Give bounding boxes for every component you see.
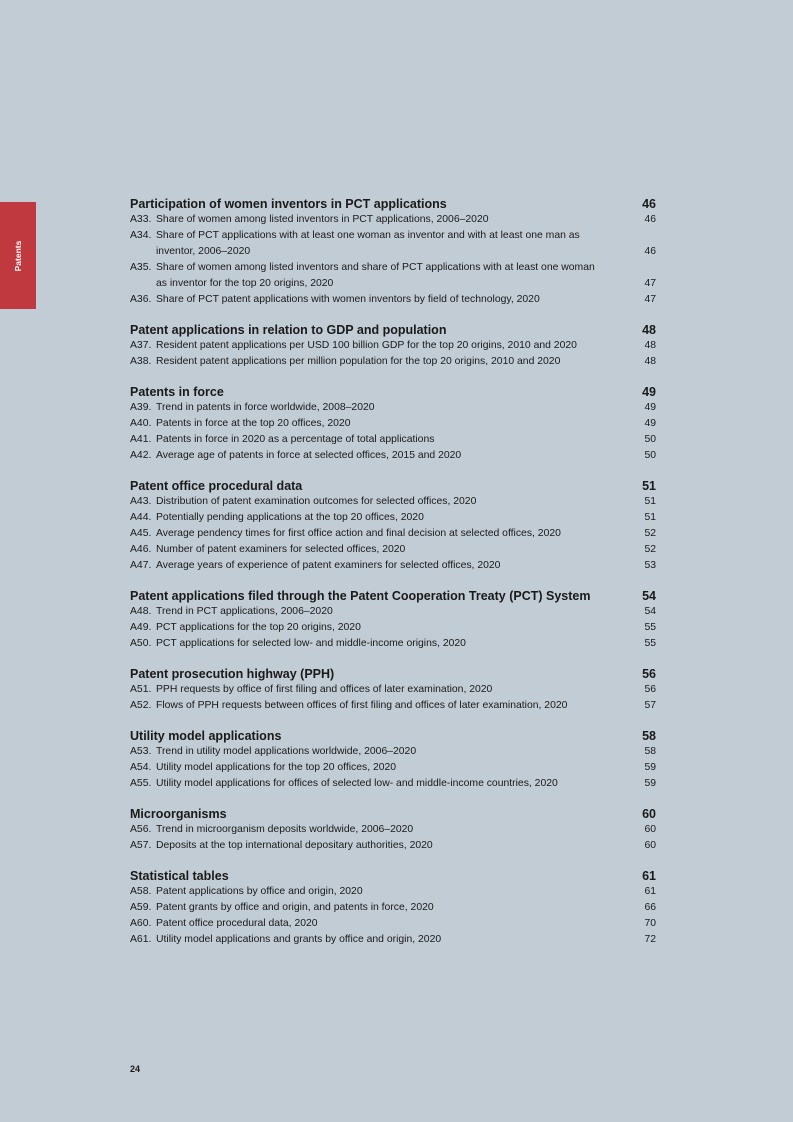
toc-section (130, 384, 656, 464)
entry-page: 49 (644, 402, 656, 413)
entry-page: 70 (644, 918, 656, 929)
entry-code: A33. (130, 214, 152, 225)
entry-label (130, 776, 644, 792)
entry-title: Flows of PPH requests between offices of first filing and offices of later examination, 2020 (156, 700, 568, 711)
entry-label (130, 526, 644, 542)
entry-code: A56. (130, 824, 152, 835)
entry-code: A50. (130, 638, 152, 649)
section-title: Patent applications in relation to GDP and population (130, 323, 447, 337)
entry-label (130, 432, 644, 448)
entry-label (130, 494, 644, 510)
section-page: 60 (642, 807, 656, 821)
entry-code: A54. (130, 762, 152, 773)
entry-title: Share of women among listed inventors and share of PCT applications with at least one woman as inventor for the top 20 origins, 2020 (156, 262, 595, 289)
entry-code: A57. (130, 840, 152, 851)
entry-label (130, 636, 644, 652)
entry-title: Utility model applications for offices of selected low- and middle-income countries, 2020 (156, 778, 558, 789)
toc-entry[interactable] (130, 760, 656, 776)
entry-page: 61 (644, 886, 656, 897)
entry-code: A52. (130, 700, 152, 711)
entry-page: 48 (644, 356, 656, 367)
entry-label (130, 760, 644, 776)
toc-entry[interactable] (130, 776, 656, 792)
entry-title: Patents in force in 2020 as a percentage of total applications (156, 434, 435, 445)
entry-label (130, 900, 644, 916)
entry-title: PCT applications for selected low- and middle-income origins, 2020 (156, 638, 466, 649)
entry-title: Deposits at the top international depositary authorities, 2020 (156, 840, 433, 851)
entry-code: A35. (130, 262, 152, 273)
entry-page: 52 (644, 544, 656, 555)
section-page: 48 (642, 323, 656, 337)
section-page: 54 (642, 589, 656, 603)
toc-entry[interactable] (130, 260, 656, 292)
entry-label (130, 212, 644, 228)
toc-section (130, 728, 656, 792)
entry-title: Average age of patents in force at selected offices, 2015 and 2020 (156, 450, 462, 461)
toc-section (130, 806, 656, 854)
entry-page: 50 (644, 434, 656, 445)
entry-title: Trend in utility model applications worldwide, 2006–2020 (156, 746, 417, 757)
entry-code: A43. (130, 496, 152, 507)
entry-label (130, 838, 644, 854)
toc-section (130, 196, 656, 308)
toc-entry[interactable] (130, 620, 656, 636)
toc-entry[interactable] (130, 884, 656, 900)
entry-code: A58. (130, 886, 152, 897)
entry-code: A34. (130, 230, 152, 241)
entry-title: PCT applications for the top 20 origins, 2020 (156, 622, 361, 633)
entry-title: Number of patent examiners for selected offices, 2020 (156, 544, 406, 555)
entry-page: 51 (644, 496, 656, 507)
toc-entry[interactable] (130, 354, 656, 370)
entry-code: A59. (130, 902, 152, 913)
entry-title: Trend in PCT applications, 2006–2020 (156, 606, 333, 617)
entry-page: 59 (644, 762, 656, 773)
section-title: Participation of women inventors in PCT applications (130, 197, 447, 211)
toc-entry[interactable] (130, 604, 656, 620)
toc-entry[interactable] (130, 212, 656, 228)
entry-title: Average pendency times for first office action and final decision at selected offices, 2020 (156, 528, 561, 539)
toc-section (130, 868, 656, 948)
toc-section (130, 322, 656, 370)
entry-label (130, 932, 644, 948)
section-heading[interactable] (130, 322, 656, 338)
entry-code: A36. (130, 294, 152, 305)
entry-title: Distribution of patent examination outcomes for selected offices, 2020 (156, 496, 477, 507)
section-tab (0, 202, 36, 309)
entry-title: Patent grants by office and origin, and patents in force, 2020 (156, 902, 434, 913)
toc-entry[interactable] (130, 822, 656, 838)
entry-label (130, 822, 644, 838)
entry-code: A40. (130, 418, 152, 429)
toc-entry[interactable] (130, 416, 656, 432)
entry-label (130, 604, 644, 620)
entry-code: A60. (130, 918, 152, 929)
entry-title: Patent office procedural data, 2020 (156, 918, 318, 929)
toc-entry[interactable] (130, 448, 656, 464)
section-page: 61 (642, 869, 656, 883)
entry-label (130, 260, 644, 292)
entry-label (130, 884, 644, 900)
section-title: Patent prosecution highway (PPH) (130, 667, 335, 681)
section-heading[interactable] (130, 806, 656, 822)
entry-page: 49 (644, 418, 656, 429)
section-page: 49 (642, 385, 656, 399)
toc-section (130, 588, 656, 652)
toc-entry[interactable] (130, 900, 656, 916)
section-heading[interactable] (130, 384, 656, 400)
toc-entry[interactable] (130, 698, 656, 714)
entry-title: Utility model applications and grants by office and origin, 2020 (156, 934, 442, 945)
entry-code: A42. (130, 450, 152, 461)
entry-label (130, 698, 644, 714)
entry-page: 47 (644, 294, 656, 305)
entry-label (130, 510, 644, 526)
entry-title: Patents in force at the top 20 offices, 2020 (156, 418, 351, 429)
entry-label (130, 228, 644, 260)
entry-page: 60 (644, 824, 656, 835)
entry-title: Average years of experience of patent examiners for selected offices, 2020 (156, 560, 501, 571)
table-of-contents (130, 196, 656, 962)
entry-code: A47. (130, 560, 152, 571)
section-tab-label: Patents (13, 240, 23, 271)
entry-page: 58 (644, 746, 656, 757)
entry-page: 56 (644, 684, 656, 695)
entry-label (130, 542, 644, 558)
entry-code: A61. (130, 934, 152, 945)
section-page: 46 (642, 197, 656, 211)
entry-page: 54 (644, 606, 656, 617)
section-heading[interactable] (130, 588, 656, 604)
entry-page: 46 (644, 214, 656, 225)
toc-entry[interactable] (130, 932, 656, 948)
entry-code: A53. (130, 746, 152, 757)
section-page: 56 (642, 667, 656, 681)
section-page: 51 (642, 479, 656, 493)
entry-page: 46 (644, 246, 656, 257)
section-title: Patent applications filed through the Patent Cooperation Treaty (PCT) System (130, 589, 591, 603)
entry-code: A51. (130, 684, 152, 695)
toc-entry[interactable] (130, 744, 656, 760)
section-heading[interactable] (130, 728, 656, 744)
entry-label (130, 682, 644, 698)
section-title: Statistical tables (130, 869, 229, 883)
entry-code: A38. (130, 356, 152, 367)
toc-section (130, 478, 656, 574)
section-heading[interactable] (130, 868, 656, 884)
toc-entry[interactable] (130, 558, 656, 574)
toc-entry[interactable] (130, 542, 656, 558)
entry-label (130, 354, 644, 370)
entry-title: Resident patent applications per million population for the top 20 origins, 2010 and 2020 (156, 356, 561, 367)
entry-title: Resident patent applications per USD 100 billion GDP for the top 20 origins, 2010 and 2020 (156, 340, 577, 351)
toc-entry[interactable] (130, 682, 656, 698)
section-title: Patents in force (130, 385, 224, 399)
section-heading[interactable] (130, 196, 656, 212)
entry-label (130, 448, 644, 464)
entry-code: A49. (130, 622, 152, 633)
entry-page: 53 (644, 560, 656, 571)
entry-code: A55. (130, 778, 152, 789)
entry-title: PPH requests by office of first filing and offices of later examination, 2020 (156, 684, 493, 695)
section-title: Utility model applications (130, 729, 282, 743)
toc-entry[interactable] (130, 338, 656, 354)
section-heading[interactable] (130, 478, 656, 494)
toc-entry[interactable] (130, 838, 656, 854)
entry-page: 55 (644, 622, 656, 633)
entry-code: A44. (130, 512, 152, 523)
entry-title: Share of PCT applications with at least one woman as inventor and with at least one man as inventor, 2006–2020 (156, 230, 580, 257)
entry-title: Potentially pending applications at the top 20 offices, 2020 (156, 512, 424, 523)
entry-title: Share of PCT patent applications with women inventors by field of technology, 2020 (156, 294, 540, 305)
entry-label (130, 558, 644, 574)
entry-code: A45. (130, 528, 152, 539)
toc-entry[interactable] (130, 526, 656, 542)
entry-page: 59 (644, 778, 656, 789)
toc-entry[interactable] (130, 494, 656, 510)
entry-page: 66 (644, 902, 656, 913)
entry-title: Patent applications by office and origin, 2020 (156, 886, 363, 897)
entry-label (130, 292, 644, 308)
entry-code: A41. (130, 434, 152, 445)
toc-entry[interactable] (130, 916, 656, 932)
entry-page: 55 (644, 638, 656, 649)
entry-label (130, 338, 644, 354)
entry-label (130, 416, 644, 432)
section-page: 58 (642, 729, 656, 743)
toc-entry[interactable] (130, 636, 656, 652)
entry-page: 48 (644, 340, 656, 351)
entry-label (130, 400, 644, 416)
entry-title: Share of women among listed inventors in PCT applications, 2006–2020 (156, 214, 489, 225)
entry-page: 57 (644, 700, 656, 711)
toc-entry[interactable] (130, 400, 656, 416)
section-heading[interactable] (130, 666, 656, 682)
entry-label (130, 916, 644, 932)
toc-entry[interactable] (130, 292, 656, 308)
section-title: Microorganisms (130, 807, 227, 821)
toc-section (130, 666, 656, 714)
entry-page: 60 (644, 840, 656, 851)
entry-page: 50 (644, 450, 656, 461)
entry-page: 72 (644, 934, 656, 945)
entry-code: A37. (130, 340, 152, 351)
toc-entry[interactable] (130, 510, 656, 526)
entry-label (130, 744, 644, 760)
entry-page: 47 (644, 278, 656, 289)
page-number: 24 (130, 1064, 141, 1074)
toc-entry[interactable] (130, 432, 656, 448)
entry-page: 52 (644, 528, 656, 539)
entry-code: A48. (130, 606, 152, 617)
entry-code: A39. (130, 402, 152, 413)
entry-page: 51 (644, 512, 656, 523)
entry-label (130, 620, 644, 636)
entry-title: Trend in microorganism deposits worldwide, 2006–2020 (156, 824, 414, 835)
entry-code: A46. (130, 544, 152, 555)
toc-entry[interactable] (130, 228, 656, 260)
entry-title: Trend in patents in force worldwide, 2008–2020 (156, 402, 375, 413)
entry-title: Utility model applications for the top 20 offices, 2020 (156, 762, 397, 773)
section-title: Patent office procedural data (130, 479, 303, 493)
